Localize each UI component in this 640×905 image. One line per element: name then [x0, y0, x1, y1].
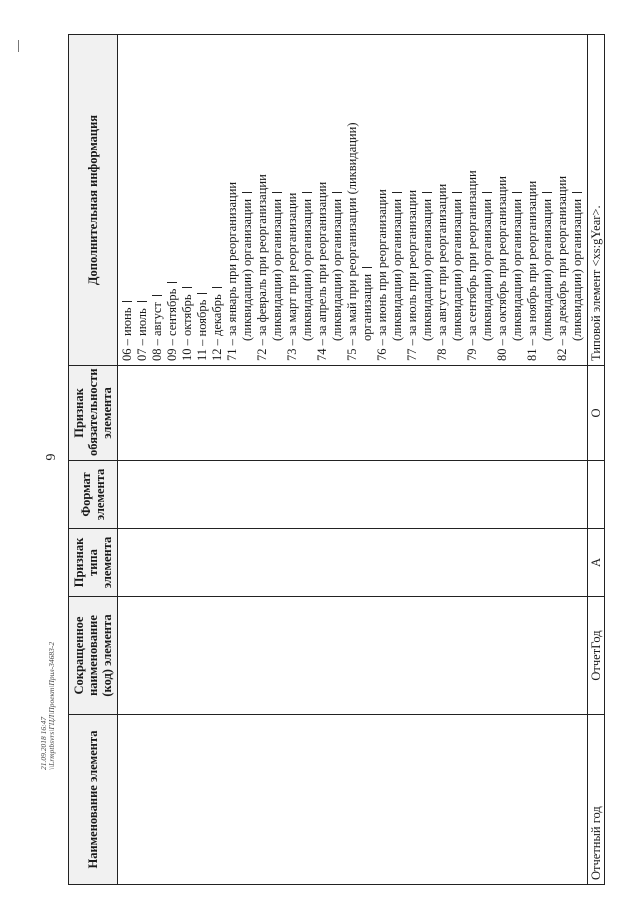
bracket-mark	[122, 301, 132, 302]
bracket-mark	[212, 287, 222, 288]
bracket-mark	[542, 192, 552, 193]
page-number: 6	[42, 453, 57, 461]
bracket-mark	[422, 192, 432, 193]
list-item: (ликвидации) организации	[390, 39, 405, 361]
cell-info-list	[118, 35, 588, 366]
bracket-mark	[512, 192, 522, 193]
header-row	[69, 35, 118, 885]
bracket-mark	[332, 192, 342, 193]
scan-mark	[18, 40, 19, 52]
list-item: 74 – за апрель при реорганизации	[315, 181, 329, 361]
info-list	[120, 39, 585, 361]
cell-info: Типовой элемент <xs:gYear>.	[588, 35, 605, 366]
cell-empty	[118, 715, 588, 885]
table-row	[118, 35, 588, 885]
header-name: Наименование элемента	[69, 715, 118, 885]
list-item: 07 – июль	[135, 39, 150, 361]
list-item: (ликвидации) организации	[480, 39, 495, 361]
bracket-mark	[452, 192, 462, 193]
bracket-mark	[182, 287, 192, 288]
cell-required: О	[588, 366, 605, 461]
bracket-mark	[362, 267, 372, 268]
bracket-mark	[392, 192, 402, 193]
elements-table	[68, 34, 605, 885]
list-item: организации	[360, 39, 375, 361]
bracket-mark	[272, 192, 282, 193]
list-item: (ликвидации) организации	[420, 39, 435, 361]
list-item: 09 – сентябрь	[165, 39, 180, 361]
list-item: 82 – за декабрь при реорганизации	[555, 175, 569, 361]
rotated-table-wrapper	[68, 35, 603, 885]
list-item: (ликвидации) организации	[510, 39, 525, 361]
list-item: 75 – за май при реорганизации (ликвидации)	[345, 122, 359, 361]
list-item: (ликвидации) организации	[450, 39, 465, 361]
list-item: 72 – за февраль при реорганизации	[255, 174, 269, 361]
bracket-mark	[152, 295, 162, 296]
header-info: Дополнительная информация	[69, 35, 118, 366]
cell-empty	[118, 529, 588, 597]
bracket-mark	[197, 293, 207, 294]
cell-empty	[118, 461, 588, 529]
cell-type: A	[588, 529, 605, 597]
bracket-mark	[137, 301, 147, 302]
list-item: (ликвидации) организации	[300, 39, 315, 361]
header-required: Признак обязательности элемента	[69, 366, 118, 461]
header-type: Признак типа элемента	[69, 529, 118, 597]
header-format: Формат элемента	[69, 461, 118, 529]
list-item: (ликвидации) организации	[330, 39, 345, 361]
list-item: (ликвидации) организации	[540, 39, 555, 361]
cell-format	[588, 461, 605, 529]
list-item: 08 – август	[150, 39, 165, 361]
bracket-mark	[302, 192, 312, 193]
list-item: (ликвидации) организации	[270, 39, 285, 361]
table-row	[588, 35, 605, 885]
stamp-path: \\Lrmptbsvrs\ГЦЛ\Проект\Прил-34683-2	[47, 641, 56, 770]
bracket-mark	[572, 192, 582, 193]
list-item: 73 – за март при реорганизации	[285, 192, 299, 361]
list-item: 78 – за август при реорганизации	[435, 183, 449, 361]
list-item: (ликвидации) организации	[570, 39, 585, 361]
bracket-mark	[167, 282, 177, 283]
cell-code: ОтчетГод	[588, 597, 605, 715]
header-code: Сокращенное наименование (код) элемента	[69, 597, 118, 715]
list-item: 12 – декабрь	[210, 39, 225, 361]
bracket-mark	[242, 192, 252, 193]
list-item: 76 – за июнь при реорганизации	[375, 189, 389, 361]
file-path-stamp	[39, 641, 56, 770]
list-item: 77 – за июль при реорганизации	[405, 189, 419, 361]
list-item: 11 – ноябрь	[195, 39, 210, 361]
stamp-date: 21.09.2018 16:47	[39, 716, 48, 770]
cell-empty	[118, 597, 588, 715]
bracket-mark	[482, 192, 492, 193]
list-item: 71 – за январь при реорганизации	[225, 181, 239, 361]
list-item: 06 – июнь	[120, 39, 135, 361]
list-item: 10 – октябрь	[180, 39, 195, 361]
list-item: 79 – за сентябрь при реорганизации	[465, 170, 479, 361]
list-item: (ликвидации) организации	[240, 39, 255, 361]
cell-empty	[118, 366, 588, 461]
list-item: 80 – за октябрь при реорганизации	[495, 176, 509, 361]
list-item: 81 – за ноябрь при реорганизации	[525, 180, 539, 361]
cell-name: Отчетный год	[588, 715, 605, 885]
